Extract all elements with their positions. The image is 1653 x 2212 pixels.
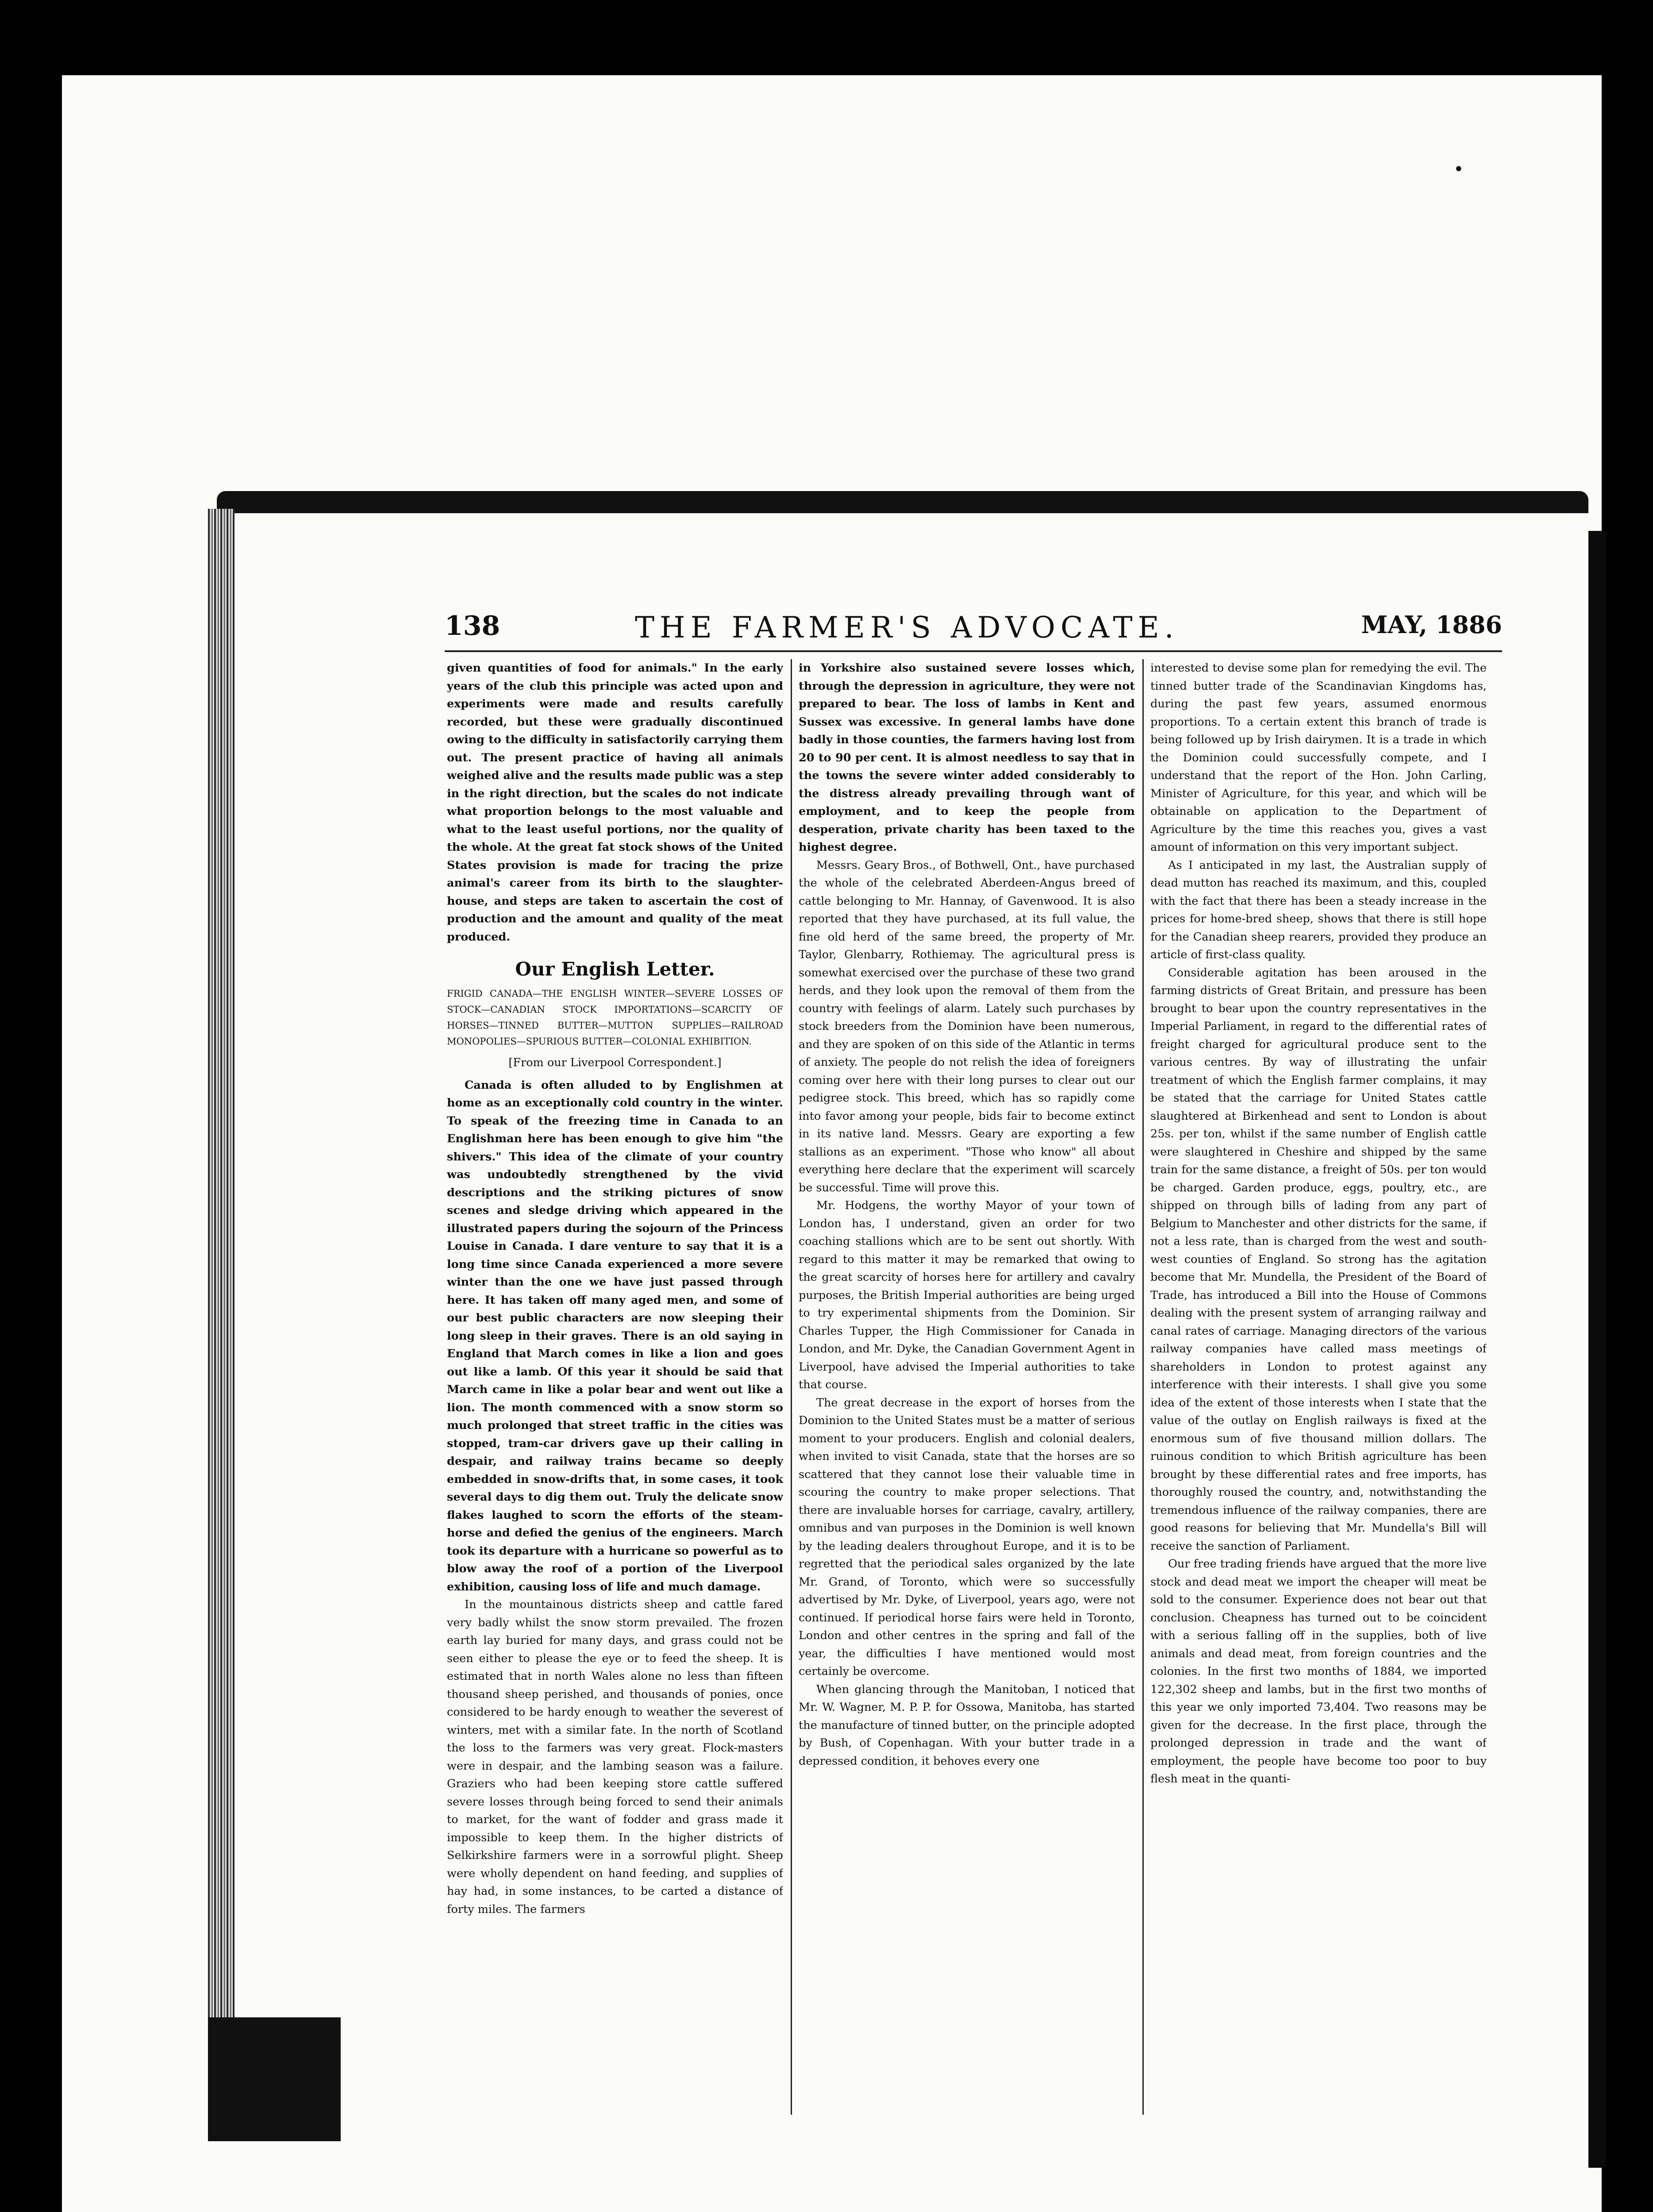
body-paragraph: Mr. Hodgens, the worthy Mayor of your town of London has, I understand, given an order for two coaching stallions which are to be sent out shortly. With regard to this matter it may be remarked that owing to the great scarcity of horses here for artillery and cavalry purposes, the British Imperial authorities are being urged to try experimental shipments from the Dominion. Sir Charles Tupper, the High Commissioner for Canada in London, and Mr. Dyke, the Canadian Government Agent in Liverpool, have advised the Imperial authorities to take that course. [799,1199,1135,1391]
body-paragraph: When glancing through the Manitoban, I noticed that Mr. W. Wagner, M. P. P. for Ossowa, Manitoba, has started the manufacture of tinned butter, on the principle adopted by Bush, of Copenhagan. With your butter trade in a depressed condition, it behoves every one [799,1682,1135,1768]
column-rule [1142,659,1144,2115]
body-paragraph: As I anticipated in my last, the Australian supply of dead mutton has reached its maximum, and this, coupled with the fact that there has been a steady increase in the prices for home-bred sheep, shows that there is still hope for the Canadian sheep rearers, provided they produce an article of first-class quality. [1150,858,1487,961]
column-rule [791,659,792,2115]
opening-paragraph [447,659,783,946]
byline: [From our Liverpool Correspondent.] [508,1056,722,1069]
body-paragraph: interested to devise some plan for remedying the evil. The tinned butter trade of the Scandinavian Kingdoms has, during the past few years, assumed enormous proportions. To a certain extent this branch of trade is being followed up by Irish dairymen. It is a trade in which the Dominion could successfully compete, and I understand that the report of the Hon. John Carling, Minister of Agriculture, for this year, and which will be obtainable on application to the Department of Agriculture by the time this reaches you, gives a vast amount of information on this very important subject. [1150,661,1487,854]
body-paragraph: Our free trading friends have argued that the more live stock and dead meat we import the cheaper will meat be sold to the consumer. Experience does not bear out that conclusion. Cheapness has turned out to be coincident with a serious falling off in the supplies, both of live animals and dead meat, from foreign countries and the colonies. In the first two months of 1884, we imported 122,302 sheep and lambs, but in the first two months of this year we only imported 73,404. Two reasons may be given for the decrease. In the first place, through the prolonged depression in trade and the want of employment, the people have become too poor to buy flesh meat in the quanti- [1150,1557,1487,1786]
journal-title: THE FARMER'S ADVOCATE. [635,611,1179,645]
body-paragraph: Messrs. Geary Bros., of Bothwell, Ont., have purchased the whole of the celebrated Aberdeen-Angus breed of cattle belonging to Mr. Hannay, of Gavenwood. It is also reported that they have purchased, at its full value, the fine old herd of the same breed, the property of Mr. Taylor, Glenbarry, Rothiemay. The agricultural press is somewhat exercised over the purchase of these two grand herds, and they look upon the removal of them from the country with feelings of alarm. Lately such purchases by stock breeders from the Dominion have been numerous, and they are spoken of on this side of the Atlantic in terms of anxiety. The people do not relish the idea of foreigners coming over here with their long purses to clear out our pedigree stock. This breed, which has so rapidly come into favor among your people, bids fair to become extinct in its native land. Messrs. Geary are exporting a few stallions as an experiment. "Those who know" all about everything here declare that the experiment will scarcely be successful. Time will prove this. [799,858,1135,1194]
column-3 [1150,659,1487,2115]
page-header [445,611,1502,652]
body-paragraph: given quantities of food for animals." In the early years of the club this principle was acted upon and experiments were made and results carefully recorded, but these were gradually discontinued owing to the difficulty in satisfactorily carrying them out. The present practice of having all animals weighed alive and the results made public was a step in the right direction, but the scales do not indicate what proportion belongs to the most valuable and what to the least useful portions, nor the quality of the whole. At the great fat stock shows of the United States provision is made for tracing the prize animal's career from its birth to the slaughter-house, and steps are taken to ascertain the cost of production and the amount and quality of the meat produced. [447,661,783,944]
page-right-shadow [1588,531,1606,2168]
section-heading: Our English Letter. [515,958,715,980]
article-subheads: FRIGID CANADA—THE ENGLISH WINTER—SEVERE LOSSES OF STOCK—CANADIAN STOCK IMPORTATIONS—SCARCITY OF HORSES—TINNED BUTTER—MUTTON SUPPLIES—RAILROAD MONOPOLIES—SPURIOUS BUTTER—COLONIAL EXHIBITION. [447,988,783,1047]
column-1 [447,659,783,2115]
book-bottom-shadow [208,2017,341,2141]
book-page-edges [208,509,234,2031]
column-2 [799,659,1135,2115]
page-number: 138 [445,611,500,641]
issue-date: MAY, 1886 [1361,611,1502,639]
body-paragraph: The great decrease in the export of horses from the Dominion to the United States must be a matter of serious moment to your producers. English and colonial dealers, when invited to visit Canada, state that the horses are so scattered that they cannot lose their valuable time in scouring the country to make proper selections. That there are invaluable horses for carriage, cavalry, artillery, omnibus and van purposes in the Dominion is well known by the leading dealers throughout Europe, and it is to be regretted that the periodical sales organized by the late Mr. Grand, of Toronto, which were so successfully advertised by Mr. Dyke, of Liverpool, years ago, were not continued. If periodical horse fairs were held in Toronto, London and other centres in the spring and fall of the year, the difficulties I have mentioned would most certainly be overcome. [799,1396,1135,1678]
body-paragraph: Considerable agitation has been aroused in the farming districts of Great Britain, and pressure has been brought to bear upon the country representatives in the Imperial Parliament, in regard to the differential rates of freight charged for agricultural produce sent to the various centres. By way of illustrating the unfair treatment of which the English farmer complains, it may be stated that the carriage for United States cattle slaughtered at Birkenhead and sent to London is about 25s. per ton, whilst if the same number of English cattle were slaughtered in Cheshire and shipped by the same train for the same distance, a freight of 50s. per ton would be charged. Garden produce, eggs, poultry, etc., are shipped on through bills of lading from any part of Belgium to Manchester and other districts for the same, if not a less rate, than is charged from the west and south-west counties of England. So strong has the agitation become that Mr. Mundella, the President of the Board of Trade, has introduced a Bill into the House of Commons dealing with the present system of arranging railway and canal rates of carriage. Managing directors of the various railway companies have called mass meetings of shareholders in London to protest against any interference with their interests. I shall give you some idea of the extent of those interests when I state that the value of the outlay on English railways is fixed at the enormous sum of five thousand million dollars. The ruinous condition to which British agriculture has been brought by these differential rates and free imports, has thoroughly roused the country, and, notwithstanding the tremendous influence of the railway companies, there are good reasons for believing that Mr. Mundella's Bill will receive the sanction of Parliament. [1150,966,1487,1553]
body-paragraph: in Yorkshire also sustained severe losses which, through the depression in agriculture, they were not prepared to bear. The loss of lambs in Kent and Sussex was excessive. In general lambs have done badly in those counties, the farmers having lost from 20 to 90 per cent. It is almost needless to say that in the towns the severe winter added considerably to the distress already prevailing through want of employment, and to keep the people from desperation, private charity has been taxed to the highest degree. [799,661,1135,854]
scan-speck: • [1453,159,1464,180]
body-paragraph: Canada is often alluded to by Englishmen at home as an exceptionally cold country in the winter. To speak of the freezing time in Canada to an Englishman here has been enough to give him "the shivers." This idea of the climate of your country was undoubtedly strengthened by the vivid descriptions and the striking pictures of snow scenes and sledge driving which appeared in the illustrated papers during the sojourn of the Princess Louise in Canada. I dare venture to say that it is a long time since Canada experienced a more severe winter than the one we have just passed through here. It has taken off many aged men, and some of our best public characters are now sleeping their long sleep in their graves. There is an old saying in England that March comes in like a lion and goes out like a lamb. Of this year it should be said that March came in like a polar bear and went out like a lion. The month commenced with a snow storm so much prolonged that street traffic in the cities was stopped, tram-car drivers gave up their calling in despair, and railway trains became so deeply embedded in snow-drifts that, in some cases, it took several days to dig them out. Truly the delicate snow flakes laughed to scorn the efforts of the steam-horse and defied the genius of the engineers. March took its departure with a hurricane so powerful as to blow away the roof of a portion of the Liverpool exhibition, causing loss of life and much damage. [447,1078,783,1594]
body-paragraph: In the mountainous districts sheep and cattle fared very badly whilst the snow storm prevailed. The frozen earth lay buried for many days, and grass could not be seen either to please the eye or to feed the sheep. It is estimated that in north Wales alone no less than fifteen thousand sheep perished, and thousands of ponies, once considered to be hardy enough to weather the severest of winters, met with a similar fate. In the north of Scotland the loss to the farmers was very great. Flock-masters were in despair, and the lambing season was a failure. Graziers who had been keeping store cattle suffered severe losses through being forced to send their animals to market, for the want of fodder and grass made it impossible to keep them. In the higher districts of Selkirkshire farmers were in a sorrowful plight. Sheep were wholly dependent on hand feeding, and supplies of hay had, in some instances, to be carted a distance of forty miles. The farmers [447,1598,783,1916]
